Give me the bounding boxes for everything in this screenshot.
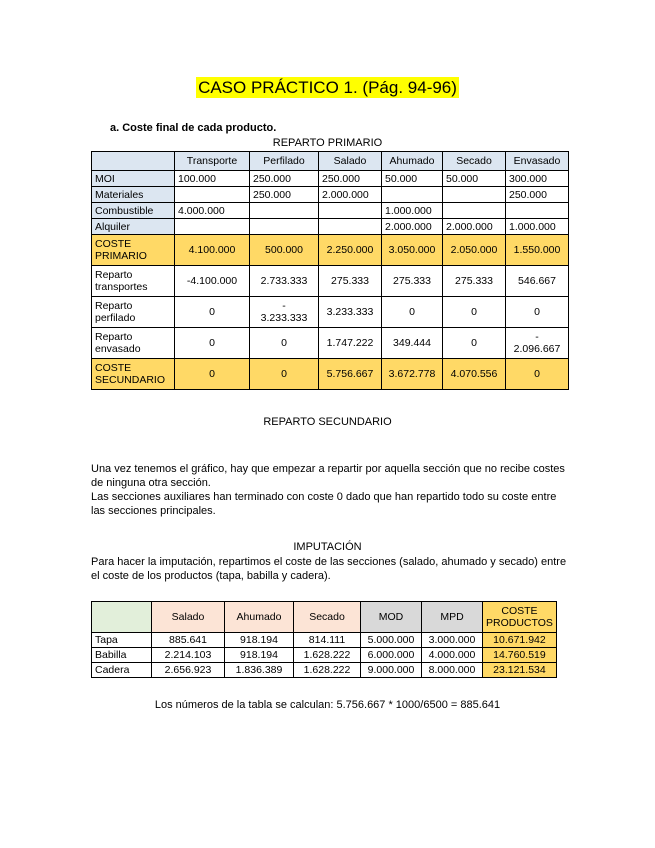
table-header-row xyxy=(92,152,569,171)
row-label: Reparto transportes xyxy=(92,266,175,297)
table-cell: 3.672.778 xyxy=(382,359,443,390)
table-row xyxy=(92,648,557,663)
column-header: Salado xyxy=(152,602,225,633)
reparto-table xyxy=(91,151,569,390)
paragraph: Para hacer la imputación, repartimos el coste de las secciones (salado, ahumado y secado) entre el coste de los productos (tapa, babilla y cadera). xyxy=(91,556,567,582)
table-cell xyxy=(175,187,250,203)
table-cell: 250.000 xyxy=(250,187,319,203)
table-cell: 2.050.000 xyxy=(443,235,506,266)
row-label: Cadera xyxy=(92,663,152,678)
table-cell: 8.000.000 xyxy=(422,663,483,678)
column-header: Ahumado xyxy=(225,602,294,633)
table-cell: 0 xyxy=(443,328,506,359)
table-cell: 5.000.000 xyxy=(361,633,422,648)
table-cell: 918.194 xyxy=(225,633,294,648)
table-cell: 885.641 xyxy=(152,633,225,648)
table-cell: 500.000 xyxy=(250,235,319,266)
table-cell: 918.194 xyxy=(225,648,294,663)
table-cell: 3.233.333 xyxy=(319,297,382,328)
table-cell: 0 xyxy=(506,297,569,328)
table-cell: 275.333 xyxy=(319,266,382,297)
table-cell: 0 xyxy=(175,359,250,390)
table-corner-cell xyxy=(92,602,152,633)
table-cell: 1.550.000 xyxy=(506,235,569,266)
table-cell: 814.111 xyxy=(294,633,361,648)
table-cell: 100.000 xyxy=(175,171,250,187)
table-row xyxy=(92,219,569,235)
table-cell: 0 xyxy=(175,328,250,359)
table-cell: 275.333 xyxy=(382,266,443,297)
row-label: Babilla xyxy=(92,648,152,663)
table-cell xyxy=(506,203,569,219)
table-row xyxy=(92,328,569,359)
table-cell: 2.000.000 xyxy=(443,219,506,235)
table-cell: 4.000.000 xyxy=(422,648,483,663)
subheading: a. Coste final de cada producto. xyxy=(110,122,277,134)
table-cell: 10.671.942 xyxy=(483,633,557,648)
table-cell: 50.000 xyxy=(443,171,506,187)
table-cell: 300.000 xyxy=(506,171,569,187)
column-header: MPD xyxy=(422,602,483,633)
table-cell: 3.050.000 xyxy=(382,235,443,266)
paragraph: Una vez tenemos el gráfico, hay que empezar a repartir por aquella sección que no recibe costes de ninguna otra sección. xyxy=(91,463,565,489)
table-cell xyxy=(443,187,506,203)
table-cell: 23.121.534 xyxy=(483,663,557,678)
table-cell: 0 xyxy=(506,359,569,390)
table-cell xyxy=(319,203,382,219)
footnote: Los números de la tabla se calculan: 5.756.667 * 1000/6500 = 885.641 xyxy=(154,699,501,711)
table-row xyxy=(92,633,557,648)
table-cell: 1.628.222 xyxy=(294,648,361,663)
row-label: Materiales xyxy=(92,187,175,203)
table-cell: 349.444 xyxy=(382,328,443,359)
table-cell: 2.000.000 xyxy=(382,219,443,235)
row-label: Reparto perfilado xyxy=(92,297,175,328)
paragraph: Las secciones auxiliares han terminado con coste 0 dado que han repartido todo su coste entre las secciones principales. xyxy=(91,491,557,517)
table-cell: - 2.096.667 xyxy=(506,328,569,359)
table-cell: 6.000.000 xyxy=(361,648,422,663)
coste-primario-row xyxy=(92,235,569,266)
table-cell: 1.747.222 xyxy=(319,328,382,359)
table-cell: 1.000.000 xyxy=(506,219,569,235)
column-header: Secado xyxy=(443,152,506,171)
table-cell: 5.756.667 xyxy=(319,359,382,390)
column-header: Transporte xyxy=(175,152,250,171)
table-row xyxy=(92,187,569,203)
table-cell: - 3.233.333 xyxy=(250,297,319,328)
reparto-secundario-caption: REPARTO SECUNDARIO xyxy=(263,416,392,428)
column-header: Ahumado xyxy=(382,152,443,171)
row-label: Tapa xyxy=(92,633,152,648)
table-cell: 2.214.103 xyxy=(152,648,225,663)
table-cell: 50.000 xyxy=(382,171,443,187)
imputacion-caption: IMPUTACIÓN xyxy=(293,541,362,553)
table-cell xyxy=(175,219,250,235)
table-row xyxy=(92,266,569,297)
table-cell xyxy=(382,187,443,203)
row-label: Reparto envasado xyxy=(92,328,175,359)
table-cell: 0 xyxy=(382,297,443,328)
row-label: Combustible xyxy=(92,203,175,219)
table-cell: 4.100.000 xyxy=(175,235,250,266)
column-header: Secado xyxy=(294,602,361,633)
table-cell: 0 xyxy=(250,328,319,359)
table-cell: 0 xyxy=(443,297,506,328)
reparto-primario-caption: REPARTO PRIMARIO xyxy=(272,137,383,149)
table-header-row xyxy=(92,602,557,633)
coste-secundario-row xyxy=(92,359,569,390)
table-row xyxy=(92,203,569,219)
column-header: Perfilado xyxy=(250,152,319,171)
table-row xyxy=(92,297,569,328)
table-cell: 1.000.000 xyxy=(382,203,443,219)
table-cell: 1.628.222 xyxy=(294,663,361,678)
column-header: Salado xyxy=(319,152,382,171)
row-label: Alquiler xyxy=(92,219,175,235)
table-cell: 9.000.000 xyxy=(361,663,422,678)
column-header: Envasado xyxy=(506,152,569,171)
table-cell xyxy=(319,219,382,235)
table-cell: 250.000 xyxy=(319,171,382,187)
table-row xyxy=(92,171,569,187)
table-cell: 1.836.389 xyxy=(225,663,294,678)
table-corner-cell xyxy=(92,152,175,171)
row-label: COSTE SECUNDARIO xyxy=(92,359,175,390)
row-label: MOI xyxy=(92,171,175,187)
table-cell: 2.733.333 xyxy=(250,266,319,297)
table-cell: 2.656.923 xyxy=(152,663,225,678)
table-cell: 0 xyxy=(175,297,250,328)
table-row xyxy=(92,663,557,678)
table-cell xyxy=(250,203,319,219)
column-header: MOD xyxy=(361,602,422,633)
table-cell xyxy=(443,203,506,219)
imputacion-table xyxy=(91,601,557,678)
table-cell xyxy=(250,219,319,235)
table-cell: 3.000.000 xyxy=(422,633,483,648)
table-cell: 250.000 xyxy=(506,187,569,203)
row-label: COSTE PRIMARIO xyxy=(92,235,175,266)
table-cell: 4.070.556 xyxy=(443,359,506,390)
table-cell: -4.100.000 xyxy=(175,266,250,297)
table-cell: 275.333 xyxy=(443,266,506,297)
table-cell: 14.760.519 xyxy=(483,648,557,663)
page-title: CASO PRÁCTICO 1. (Pág. 94-96) xyxy=(198,78,457,97)
table-cell: 546.667 xyxy=(506,266,569,297)
table-cell: 2.000.000 xyxy=(319,187,382,203)
table-cell: 0 xyxy=(250,359,319,390)
table-cell: 250.000 xyxy=(250,171,319,187)
table-cell: 4.000.000 xyxy=(175,203,250,219)
column-header: COSTE PRODUCTOS xyxy=(483,602,557,633)
table-cell: 2.250.000 xyxy=(319,235,382,266)
